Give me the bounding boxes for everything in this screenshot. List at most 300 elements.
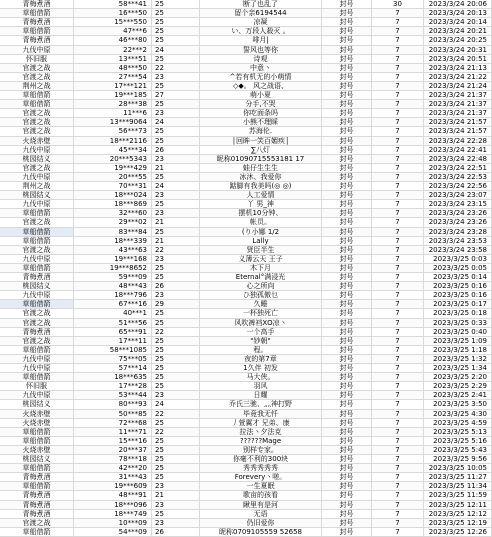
server-cell: 草船借箭: [0, 482, 74, 491]
title-cell: 心之所向: [200, 282, 322, 291]
table-row: [0, 491, 492, 500]
time-cell: 2023/3/24 22:53: [424, 173, 492, 182]
level-cell: 25: [152, 455, 200, 464]
level-cell: 22: [152, 64, 200, 73]
name-cell: 13***9064: [74, 118, 152, 127]
type-cell: 封号: [322, 410, 372, 419]
level-cell: 25: [152, 0, 200, 9]
name-cell: 57***14: [74, 364, 152, 373]
amount-cell: 7: [372, 455, 424, 464]
name-cell: 70***31: [74, 182, 152, 191]
level-cell: 25: [152, 464, 200, 473]
server-cell: 桃园结义: [0, 400, 74, 409]
table-row: [0, 528, 492, 537]
table-row: [0, 82, 492, 91]
type-cell: 封号: [322, 501, 372, 510]
name-cell: 48***50: [74, 64, 152, 73]
table-row: [0, 237, 492, 246]
type-cell: 封号: [322, 309, 372, 318]
server-cell: 官渡之战: [0, 127, 74, 136]
level-cell: 24: [152, 46, 200, 55]
name-cell: 18***024: [74, 191, 152, 200]
time-cell: 2023/3/25 11:59: [424, 491, 492, 500]
level-cell: 23: [152, 501, 200, 510]
time-cell: 2023/3/24 23:58: [424, 246, 492, 255]
title-cell: 夜的第7章: [200, 355, 322, 364]
level-cell: 25: [152, 337, 200, 346]
table-row: [0, 328, 492, 337]
type-cell: 封号: [322, 46, 372, 55]
type-cell: 封号: [322, 118, 372, 127]
server-cell: 九伐中原: [0, 291, 74, 300]
time-cell: 2023/3/24 22:28: [424, 137, 492, 146]
name-cell: 20***55: [74, 173, 152, 182]
table-row: [0, 309, 492, 318]
type-cell: 封号: [322, 391, 372, 400]
time-cell: 2023/3/25 0:17: [424, 300, 492, 309]
time-cell: 2023/3/25 12:11: [424, 501, 492, 510]
title-cell: 小熊不理睬: [200, 118, 322, 127]
amount-cell: 7: [372, 127, 424, 136]
type-cell: 封号: [322, 218, 372, 227]
title-cell: い、万段人殺灭 。: [200, 27, 322, 36]
name-cell: 27***54: [74, 73, 152, 82]
time-cell: 2023/3/24 20:14: [424, 18, 492, 27]
type-cell: 封号: [322, 55, 372, 64]
level-cell: 25: [152, 309, 200, 318]
name-cell: 51***56: [74, 319, 152, 328]
server-cell: 官渡之战: [0, 319, 74, 328]
table-row: [0, 109, 492, 118]
level-cell: 25: [152, 382, 200, 391]
server-cell: 草船借箭: [0, 91, 74, 100]
table-row: [0, 255, 492, 264]
server-cell: 青梅煮酒: [0, 273, 74, 282]
time-cell: 2023/3/25 0:18: [424, 309, 492, 318]
title-cell: 毕竟我无忏: [200, 410, 322, 419]
amount-cell: 7: [372, 218, 424, 227]
name-cell: 19***429: [74, 164, 152, 173]
title-cell: 一个高手: [200, 328, 322, 337]
amount-cell: 7: [372, 155, 424, 164]
time-cell: 2023/3/25 12:19: [424, 519, 492, 528]
level-cell: 25: [152, 346, 200, 355]
name-cell: 72***68: [74, 419, 152, 428]
type-cell: 封号: [322, 164, 372, 173]
time-cell: 2023/3/25 0:33: [424, 319, 492, 328]
table-row: [0, 91, 492, 100]
server-cell: 草船借箭: [0, 100, 74, 109]
type-cell: 封号: [322, 300, 372, 309]
time-cell: 2023/3/24 20:13: [424, 9, 492, 18]
name-cell: 65***91: [74, 328, 152, 337]
title-cell: 1久伴 初发: [200, 364, 322, 373]
time-cell: 2023/3/25 0:16: [424, 291, 492, 300]
time-cell: 2023/3/25 1:32: [424, 355, 492, 364]
table-row: [0, 510, 492, 519]
table-row: [0, 264, 492, 273]
type-cell: 封号: [322, 482, 372, 491]
amount-cell: 7: [372, 446, 424, 455]
type-cell: 封号: [322, 355, 372, 364]
time-cell: 2023/3/24 23:07: [424, 191, 492, 200]
type-cell: 封号: [322, 319, 372, 328]
time-cell: 2023/3/25 2:41: [424, 391, 492, 400]
level-cell: 25: [152, 173, 200, 182]
name-cell: 16***50: [74, 9, 152, 18]
type-cell: 封号: [322, 109, 372, 118]
server-cell: 青梅煮酒: [0, 328, 74, 337]
server-cell: 青梅煮酒: [0, 18, 74, 27]
level-cell: 23: [152, 109, 200, 118]
name-cell: 45***34: [74, 146, 152, 155]
amount-cell: 7: [372, 482, 424, 491]
amount-cell: 7: [372, 82, 424, 91]
type-cell: 封号: [322, 400, 372, 409]
level-cell: 23: [152, 291, 200, 300]
server-cell: 官渡之战: [0, 118, 74, 127]
level-cell: 25: [152, 36, 200, 45]
level-cell: 25: [152, 355, 200, 364]
type-cell: 封号: [322, 337, 372, 346]
amount-cell: 7: [372, 510, 424, 519]
level-cell: 23: [152, 191, 200, 200]
time-cell: 2023/3/25 0:16: [424, 282, 492, 291]
amount-cell: 7: [372, 337, 424, 346]
title-cell: 昵称01090715553181 17: [200, 155, 322, 164]
table-row: [0, 410, 492, 419]
server-cell: 九伐中原: [0, 146, 74, 155]
title-cell: Forevery丶嗟。: [200, 473, 322, 482]
title-cell: ◇◆。 风之战语、: [200, 82, 322, 91]
title-cell: 无语: [200, 510, 322, 519]
time-cell: 2023/3/25 11:34: [424, 482, 492, 491]
title-cell: 别样专家。: [200, 446, 322, 455]
title-cell: 久睡: [200, 300, 322, 309]
amount-cell: 7: [372, 36, 424, 45]
name-cell: 31***43: [74, 473, 152, 482]
name-cell: 48***91: [74, 491, 152, 500]
name-cell: 15***550: [74, 18, 152, 27]
type-cell: 封号: [322, 64, 372, 73]
table-row: [0, 209, 492, 218]
name-cell: 29***02: [74, 218, 152, 227]
name-cell: 80***93: [74, 400, 152, 409]
amount-cell: 7: [372, 228, 424, 237]
amount-cell: 7: [372, 137, 424, 146]
name-cell: 18***339: [74, 237, 152, 246]
title-cell: 中意丶: [200, 64, 322, 73]
server-cell: 火烧赤壁: [0, 419, 74, 428]
title-cell: 义薄云天 王子: [200, 255, 322, 264]
amount-cell: 7: [372, 464, 424, 473]
name-cell: 18***2116: [74, 137, 152, 146]
time-cell: 2023/3/25 0:05: [424, 264, 492, 273]
title-cell: 凉凝: [200, 18, 322, 27]
table-row: [0, 337, 492, 346]
amount-cell: 7: [372, 291, 424, 300]
time-cell: 2023/3/25 2:20: [424, 373, 492, 382]
title-cell: 羽风: [200, 382, 322, 391]
time-cell: 2023/3/24 23:28: [424, 228, 492, 237]
level-cell: 25: [152, 9, 200, 18]
time-cell: 2023/3/24 20:51: [424, 55, 492, 64]
name-cell: 19***185: [74, 91, 152, 100]
level-cell: 23: [152, 73, 200, 82]
level-cell: 24: [152, 118, 200, 127]
type-cell: 封号: [322, 237, 372, 246]
type-cell: 封号: [322, 428, 372, 437]
type-cell: 封号: [322, 246, 372, 255]
level-cell: 26: [152, 528, 200, 537]
amount-cell: 7: [372, 146, 424, 155]
type-cell: 封号: [322, 291, 372, 300]
title-cell: 乔氏三驰、灬神打野: [200, 400, 322, 409]
level-cell: 23: [152, 255, 200, 264]
level-cell: 25: [152, 228, 200, 237]
level-cell: 29: [152, 300, 200, 309]
title-cell: 踮脚有我美吗(◎ ◎): [200, 182, 322, 191]
time-cell: 2023/3/25 10:05: [424, 464, 492, 473]
level-cell: 24: [152, 182, 200, 191]
table-row: [0, 27, 492, 36]
table-row: [0, 18, 492, 27]
amount-cell: 7: [372, 255, 424, 264]
amount-cell: 7: [372, 18, 424, 27]
time-cell: 2023/3/24 22:48: [424, 155, 492, 164]
type-cell: 封号: [322, 455, 372, 464]
amount-cell: 7: [372, 109, 424, 118]
level-cell: 23: [152, 155, 200, 164]
server-cell: 九伐中原: [0, 46, 74, 55]
server-cell: 草船借箭: [0, 209, 74, 218]
amount-cell: 7: [372, 237, 424, 246]
type-cell: 封号: [322, 18, 372, 27]
server-cell: 桃园结义: [0, 155, 74, 164]
amount-cell: 7: [372, 118, 424, 127]
level-cell: 25: [152, 200, 200, 209]
level-cell: 22: [152, 410, 200, 419]
name-cell: 19***168: [74, 255, 152, 264]
server-cell: 九伐中原: [0, 200, 74, 209]
time-cell: 2023/3/25 1:09: [424, 337, 492, 346]
server-cell: 怀旧服: [0, 382, 74, 391]
type-cell: 封号: [322, 209, 372, 218]
time-cell: 2023/3/24 21:24: [424, 82, 492, 91]
level-cell: 23: [152, 209, 200, 218]
time-cell: 2023/3/24 20:31: [424, 46, 492, 55]
level-cell: 25: [152, 264, 200, 273]
type-cell: 封号: [322, 36, 372, 45]
type-cell: 封号: [322, 73, 372, 82]
name-cell: 20***37: [74, 446, 152, 455]
server-cell: 官渡之战: [0, 73, 74, 82]
amount-cell: 7: [372, 355, 424, 364]
title-cell: 蛙仔生生生: [200, 164, 322, 173]
amount-cell: 7: [372, 328, 424, 337]
name-cell: 18***749: [74, 510, 152, 519]
title-cell: 冰沐、我爱你: [200, 173, 322, 182]
type-cell: 封号: [322, 464, 372, 473]
amount-cell: 7: [372, 400, 424, 409]
level-cell: 26: [152, 146, 200, 155]
level-cell: 25: [152, 437, 200, 446]
type-cell: 封号: [322, 491, 372, 500]
name-cell: 46***80: [74, 36, 152, 45]
name-cell: 53***44: [74, 391, 152, 400]
table-row: [0, 455, 492, 464]
table-row: [0, 501, 492, 510]
amount-cell: 7: [372, 164, 424, 173]
table-row: [0, 137, 492, 146]
type-cell: 封号: [322, 346, 372, 355]
title-cell: 你吃面条吗: [200, 109, 322, 118]
table-row: [0, 291, 492, 300]
name-cell: 15***16: [74, 437, 152, 446]
name-cell: 50***85: [74, 410, 152, 419]
time-cell: 2023/3/24 23:26: [424, 218, 492, 227]
amount-cell: 7: [372, 473, 424, 482]
type-cell: 封号: [322, 182, 372, 191]
table-row: [0, 36, 492, 45]
name-cell: 19***609: [74, 482, 152, 491]
amount-cell: 7: [372, 501, 424, 510]
level-cell: 25: [152, 100, 200, 109]
type-cell: 封号: [322, 91, 372, 100]
time-cell: 2023/3/24 21:57: [424, 127, 492, 136]
name-cell: 78***18: [74, 455, 152, 464]
table-row: [0, 118, 492, 127]
table-row: [0, 146, 492, 155]
time-cell: 2023/3/25 3:50: [424, 400, 492, 409]
time-cell: 2023/3/24 21:37: [424, 100, 492, 109]
type-cell: 封号: [322, 27, 372, 36]
title-cell: 丿萱翼才 兄弟、康: [200, 419, 322, 428]
title-cell: ひ独孤傲乜: [200, 291, 322, 300]
table-row: [0, 100, 492, 109]
server-cell: 青梅煮酒: [0, 0, 74, 9]
level-cell: 25: [152, 319, 200, 328]
type-cell: 封号: [322, 473, 372, 482]
level-cell: 25: [152, 373, 200, 382]
amount-cell: 7: [372, 100, 424, 109]
table-row: [0, 164, 492, 173]
table-row: [0, 382, 492, 391]
server-cell: 草船借箭: [0, 228, 74, 237]
name-cell: 22***2: [74, 46, 152, 55]
table-row: [0, 428, 492, 437]
type-cell: 封号: [322, 82, 372, 91]
amount-cell: 7: [372, 491, 424, 500]
table-row: [0, 364, 492, 373]
type-cell: 封号: [322, 273, 372, 282]
server-cell: 官渡之战: [0, 246, 74, 255]
time-cell: 2023/3/24 20:25: [424, 36, 492, 45]
title-cell: 你毫不利的300块: [200, 455, 322, 464]
table-row: [0, 9, 492, 18]
amount-cell: 7: [372, 46, 424, 55]
time-cell: 2023/3/25 4:30: [424, 410, 492, 419]
type-cell: 封号: [322, 155, 372, 164]
name-cell: 18***869: [74, 200, 152, 209]
amount-cell: 7: [372, 173, 424, 182]
amount-cell: 7: [372, 273, 424, 282]
name-cell: 58***41: [74, 0, 152, 9]
amount-cell: 7: [372, 364, 424, 373]
name-cell: 11***71: [74, 428, 152, 437]
amount-cell: 30: [372, 0, 424, 9]
level-cell: 25: [152, 510, 200, 519]
title-cell: 拉法丶夕法克: [200, 428, 322, 437]
time-cell: 2023/3/24 20:06: [424, 0, 492, 9]
type-cell: 封号: [322, 9, 372, 18]
title-cell: 日耀: [200, 391, 322, 400]
server-cell: 火烧赤壁: [0, 446, 74, 455]
server-cell: 草船借箭: [0, 373, 74, 382]
type-cell: 封号: [322, 510, 372, 519]
name-cell: 19***8652: [74, 264, 152, 273]
name-cell: 18***635: [74, 373, 152, 382]
time-cell: 2023/3/25 2:29: [424, 382, 492, 391]
server-cell: 草船借箭: [0, 464, 74, 473]
level-cell: 25: [152, 18, 200, 27]
time-cell: 2023/3/25 5:16: [424, 437, 492, 446]
level-cell: 21: [152, 491, 200, 500]
server-cell: 草船借箭: [0, 27, 74, 36]
time-cell: 2023/3/24 22:56: [424, 182, 492, 191]
server-cell: 九伐中原: [0, 173, 74, 182]
title-cell: 人工爱情: [200, 191, 322, 200]
type-cell: 封号: [322, 528, 372, 537]
title-cell: 马大侠。: [200, 373, 322, 382]
title-cell: 摆机10分钟、: [200, 209, 322, 218]
time-cell: 2023/3/24 23:15: [424, 200, 492, 209]
table-row: [0, 419, 492, 428]
server-cell: 官渡之战: [0, 64, 74, 73]
server-cell: 青梅煮酒: [0, 510, 74, 519]
amount-cell: 7: [372, 309, 424, 318]
title-cell: 秀秀秀秀秀: [200, 464, 322, 473]
level-cell: 22: [152, 428, 200, 437]
table-row: [0, 246, 492, 255]
server-cell: 官渡之战: [0, 218, 74, 227]
server-cell: 草船借箭: [0, 237, 74, 246]
name-cell: 40***1: [74, 309, 152, 318]
name-cell: 42***20: [74, 464, 152, 473]
name-cell: 67***16: [74, 300, 152, 309]
name-cell: 13***51: [74, 55, 152, 64]
title-cell: 啡月|: [200, 36, 322, 45]
amount-cell: 7: [372, 373, 424, 382]
table-row: [0, 55, 492, 64]
amount-cell: 7: [372, 246, 424, 255]
name-cell: 32***60: [74, 209, 152, 218]
level-cell: 21: [152, 218, 200, 227]
table-row: [0, 218, 492, 227]
time-cell: 2023/3/24 23:53: [424, 237, 492, 246]
server-cell: 桃园结义: [0, 455, 74, 464]
server-cell: 九伐中原: [0, 255, 74, 264]
type-cell: 封号: [322, 382, 372, 391]
title-cell: 丫 男_神: [200, 200, 322, 209]
type-cell: 封号: [322, 446, 372, 455]
level-cell: 27: [152, 91, 200, 100]
level-cell: 25: [152, 473, 200, 482]
server-cell: 草船借箭: [0, 300, 74, 309]
time-cell: 2023/3/25 0:03: [424, 255, 492, 264]
time-cell: 2023/3/25 1:34: [424, 364, 492, 373]
time-cell: 2023/3/24 22:51: [424, 164, 492, 173]
